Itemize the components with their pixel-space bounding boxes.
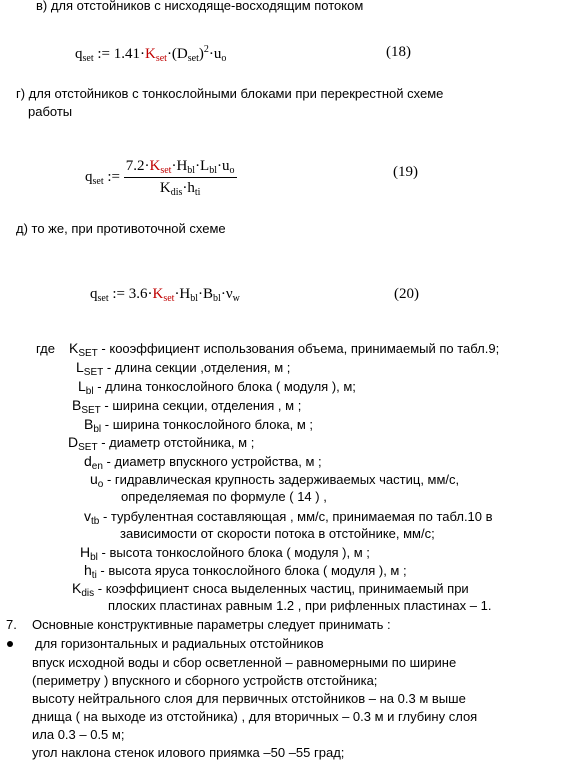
definition-den: $d_{en}$ - диаметр впускного устройства, м ; bbox=[84, 453, 322, 472]
formula-18: $q_{set}$ := $1.41\cdot K_{set}\cdot(D_{set})^2\cdot u_o$ bbox=[75, 44, 227, 64]
definition-lbl: $L_{bl}$ - длина тонкослойного блока ( модуля ), м; bbox=[78, 378, 356, 397]
definition-vtb: $v_{tb}$ - турбулентная составляющая , мм/с, принимаемая по табл.10 в bbox=[84, 508, 493, 527]
where-label: где bbox=[36, 341, 55, 356]
definition-hbl: $H_{bl}$ - высота тонкослойного блока ( модуля ), м ; bbox=[80, 544, 370, 563]
definition-dset: $D_{SET}$ - диаметр отстойника, м ; bbox=[68, 434, 255, 453]
equation-number-19: (19) bbox=[393, 164, 418, 180]
bullet-text: для горизонтальных и радиальных отстойников bbox=[35, 636, 324, 651]
paragraph-line-1: впуск исходной воды и сбор осветленной – равномерными по ширине bbox=[32, 655, 457, 670]
equation-number-18: (18) bbox=[386, 44, 411, 60]
definition-kdis: $K_{dis}$ - коэффициент сноса выделенных частиц, принимаемый при bbox=[72, 580, 469, 599]
section-heading-d: д) то же, при противоточной схеме bbox=[16, 221, 226, 236]
section-heading-v: в) для отстойников с нисходяще-восходящим потоком bbox=[36, 0, 364, 13]
paragraph-line-6: угол наклона стенок илового приямка –50 –55 град; bbox=[32, 745, 345, 760]
item-7-number: 7. bbox=[6, 617, 17, 632]
definition-hti: $h_{ti}$ - высота яруса тонкослойного блока ( модуля ), м ; bbox=[84, 562, 407, 581]
definition-kdis-continued: плоских пластинах равным 1.2 , при рифленных пластинах – 1. bbox=[108, 598, 492, 613]
paragraph-line-4: днища ( на выходе из отстойника) , для вторичных – 0.3 м и глубину слоя bbox=[32, 709, 478, 724]
definition-vtb-continued: зависимости от скорости потока в отстойнике, мм/с; bbox=[120, 526, 435, 541]
definition-lset: $L_{SET}$ - длина секции ,отделения, м ; bbox=[76, 359, 291, 378]
definition-bbl: $B_{bl}$ - ширина тонкослойного блока, м ; bbox=[84, 416, 314, 435]
definition-bset: $B_{SET}$ - ширина секции, отделения , м ; bbox=[72, 397, 302, 416]
item-7-text: Основные конструктивные параметры следует принимать : bbox=[32, 617, 391, 632]
definition-uo-continued: определяемая по формуле ( 14 ) , bbox=[121, 489, 327, 504]
paragraph-line-3: высоту нейтрального слоя для первичных отстойников – на 0.3 м выше bbox=[32, 691, 466, 706]
section-heading-g-continued: работы bbox=[28, 104, 73, 119]
equation-number-20: (20) bbox=[394, 286, 419, 302]
formula-20: $q_{set}$ := $3.6\cdot K_{set}\cdot H_{bl}\cdot B_{bl}\cdot\nu_w$ bbox=[90, 286, 240, 304]
paragraph-line-5: ила 0.3 – 0.5 м; bbox=[32, 727, 125, 742]
bullet-icon bbox=[7, 641, 13, 647]
definition-kset: $K_{SET}$ - кооэффициент использования объема, принимаемый по табл.9; bbox=[69, 340, 500, 359]
definition-uo: $u_o$ - гидравлическая крупность задерживаемых частиц, мм/с, bbox=[90, 471, 460, 490]
paragraph-line-2: (периметру ) впускного и сборного устройств отстойника; bbox=[32, 673, 378, 688]
section-heading-g: г) для отстойников с тонкослойными блоками при перекрестной схеме bbox=[16, 86, 444, 101]
formula-19: $q_{set}$ := $\frac{7.2\cdot K_{set}\cdot H_{bl}\cdot L_{bl}\cdot u_o}{K_{dis}\cdot h_{ti}}$ bbox=[85, 158, 235, 198]
